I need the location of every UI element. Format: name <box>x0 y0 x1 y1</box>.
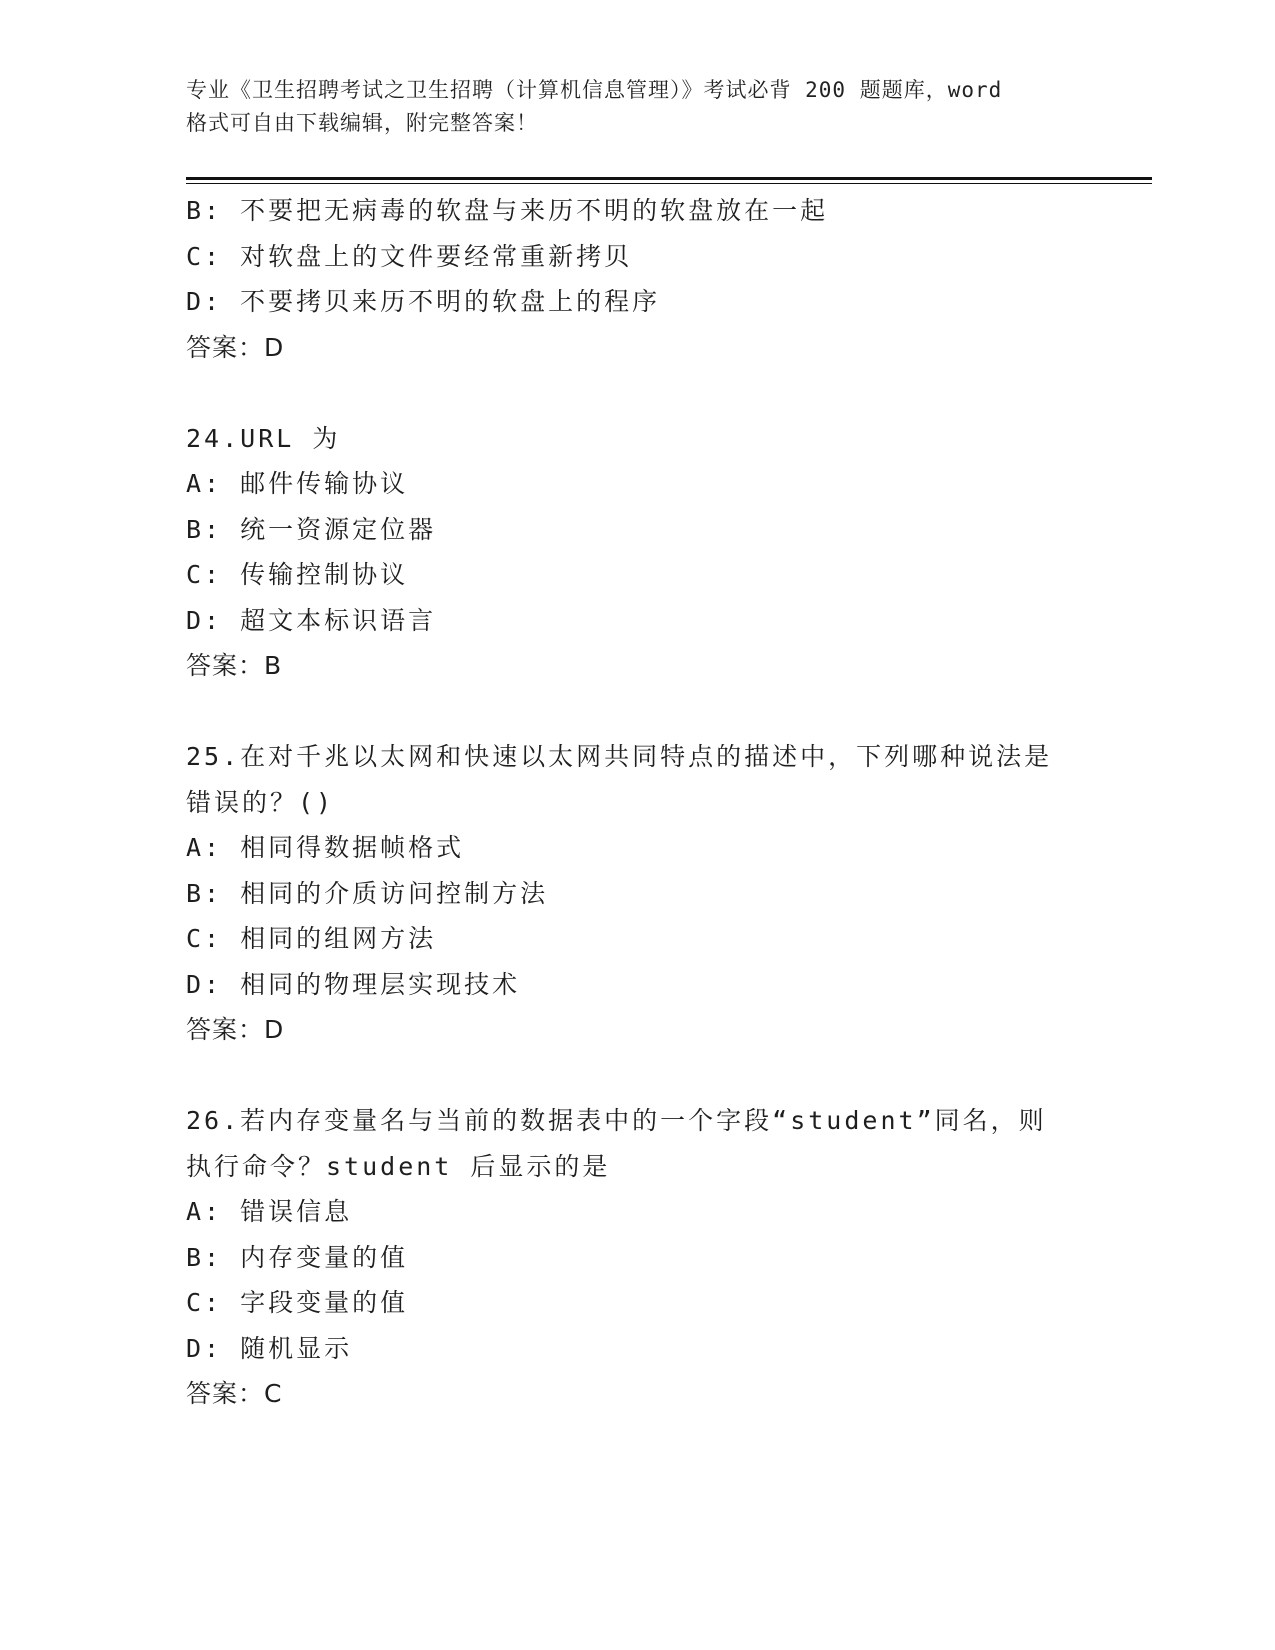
option-c: C: 对软盘上的文件要经常重新拷贝 <box>186 241 633 271</box>
question-list <box>186 188 1146 1417</box>
question-24-block <box>186 416 1146 689</box>
document-header <box>186 74 1086 140</box>
answer-line: 答案：B <box>186 651 283 680</box>
option-d: D: 不要拷贝来历不明的软盘上的程序 <box>186 287 661 316</box>
question-25-block <box>186 734 1146 1053</box>
spacer <box>186 370 1146 416</box>
header-divider-thin <box>186 183 1152 184</box>
option-b: B: 内存变量的值 <box>186 1242 409 1272</box>
header-divider-thick <box>186 177 1152 180</box>
option-a: A: 错误信息 <box>186 1197 353 1226</box>
question-stem: 24.URL 为 <box>186 423 341 453</box>
answer-line: 答案：D <box>186 1015 285 1044</box>
option-b: B: 不要把无病毒的软盘与来历不明的软盘放在一起 <box>186 196 829 225</box>
spacer <box>186 689 1146 735</box>
option-c: C: 传输控制协议 <box>186 560 409 589</box>
answer-line: 答案：D <box>186 332 285 362</box>
option-a: A: 邮件传输协议 <box>186 469 409 498</box>
question-23-block <box>186 188 1146 370</box>
option-c: C: 相同的组网方法 <box>186 924 437 953</box>
question-26-block <box>186 1098 1146 1417</box>
question-stem-line-1: 25.在对千兆以太网和快速以太网共同特点的描述中，下列哪种说法是 <box>186 742 1053 771</box>
question-stem-line-2: 执行命令？student 后显示的是 <box>186 1151 611 1181</box>
option-b: B: 统一资源定位器 <box>186 514 437 544</box>
option-d: D: 相同的物理层实现技术 <box>186 969 521 999</box>
spacer <box>186 1053 1146 1099</box>
option-d: D: 超文本标识语言 <box>186 605 437 635</box>
option-c: C: 字段变量的值 <box>186 1288 409 1317</box>
header-line-2: 格式可自由下载编辑，附完整答案！ <box>186 111 538 135</box>
option-b: B: 相同的介质访问控制方法 <box>186 878 549 908</box>
header-line-1: 专业《卫生招聘考试之卫生招聘（计算机信息管理）》考试必背 200 题题库，word <box>186 78 1003 102</box>
option-a: A: 相同得数据帧格式 <box>186 833 465 862</box>
question-stem-line-1: 26.若内存变量名与当前的数据表中的一个字段“student”同名，则 <box>186 1106 1047 1135</box>
question-stem-line-2: 错误的？() <box>186 787 335 817</box>
option-d: D: 随机显示 <box>186 1333 353 1363</box>
answer-line: 答案：C <box>186 1379 283 1408</box>
